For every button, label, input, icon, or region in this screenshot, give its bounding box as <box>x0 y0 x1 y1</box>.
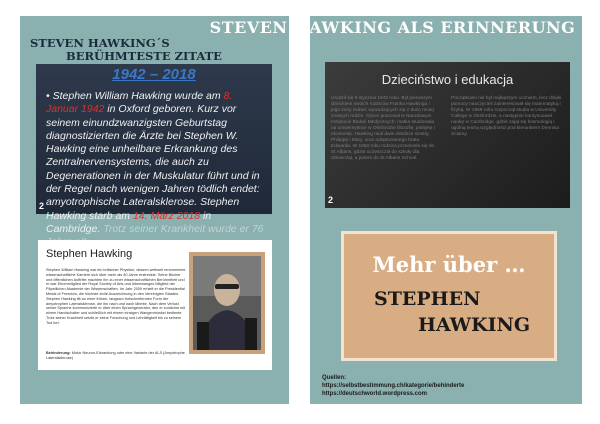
more-about-box <box>341 231 557 361</box>
bio-text-3: in Cambridge. <box>46 209 212 235</box>
bio-text-2: in Oxford geboren. Kurz vor seinem einundzwanzigsten Geburtstag diagnostizierten die Ärzte bei Stephen W. Hawking eine unheilbare Erkrankung des Zentralnervensystems, die auch zu Degenerationen in der Muskulatur führt und in der Regel nach wenigen Jahren tödlich endet: amyotrophische Lateralsklerose. Stephen Hawking starb am <box>46 103 260 222</box>
sources-block <box>322 374 582 398</box>
page-gap <box>289 16 310 404</box>
document-disability-note <box>46 351 186 361</box>
quotes-heading <box>30 37 230 63</box>
disability-text: Motor Neuron-Erkrankung oder eine Variante der ALS (Amyotrophe Lateralsklerose) <box>46 351 185 360</box>
sources-label: Quellen: <box>322 375 347 381</box>
slide-text-left-column: Urodził się 8 stycznia 1942 roku. Był pierwszym dzieckiem swoich rodziców Franka Hawkinga i jego żony Isobel, wywodzących się z dużo mniej znanych rodzin. Ojciec pracował w Narodowym Instytucie Badań Medycznych; matka studiowała na uniwersytecie w Oksfordzie filozofię, politykę i ekonomię. Hawking miał dwie młodsze siostry, Philippę i Mary, oraz adoptowanego brata Edwarda. W 1950 roku rodzina przeniosła się do St Albans, gdzie uczęszczał do szkoły dla dziewcząt, a potem do St Albans School. <box>331 96 435 161</box>
quotes-heading-line1: STEVEN HAWKING´S <box>30 36 170 50</box>
page-banner-title: STEVEN HAWKING ALS ERINNERUNG <box>209 18 576 37</box>
document-body-text: Stephen William Hawking war ein britischer Physiker, dessen weltweit renommierte wissenschaftliche Karriere sich über mehr als 40 Jahre erstreckte. Seine Bücher und öffentlichen Auftritte machten ihn zu einer wissenschaftlichen Berühmtheit und er war Ehrenmitglied der Royal Society of Arts und lebenslanges Mitglied der Päpstlichen Akademie der Wissenschaften. Im Jahr 2009 erhielt er die Presidential Medal of Freedom, die höchste zivile Auszeichnung in den Vereinigten Staaten. Stephen Hawking litt an einer frühen, langsam fortschreitenden Form der amyotrophen Lateralsklerose, die ihn nach und nach lähmte. Nach dem Verlust seiner Sprache kommunizierte er über einen Sprachgenerator, den er zunächst mit einem Handschalter und schließlich mit einem einzigen Wangenmuskel bediente. Trotz seiner Krankheit setzte er seine Forschung und Lehrtätigkeit bis zu seinem Tod fort. <box>46 268 186 325</box>
bio-text-4: Trotz seiner Krankheit wurde er 76 <box>103 222 264 235</box>
bio-text-1: Stephen William Hawking wurde am <box>52 90 224 102</box>
source-link-1[interactable]: https://selbstbestimmung.ch/kategorie/behinderte <box>322 383 465 389</box>
name-line-2: HAWKING <box>418 314 531 336</box>
slide-page-number: 2 <box>328 195 334 205</box>
source-link-2[interactable]: https://deutschworld.wordpress.com <box>322 391 428 397</box>
biography-slide <box>36 64 272 235</box>
hawking-document <box>38 240 272 370</box>
disability-label: Behinderung: <box>46 351 71 355</box>
slide-text-right-column: Początkowo nie był najlepszym uczniem, lecz dzięki pomocy nauczycieli zainteresował się matematyką i fizyką. W 1959 roku rozpoczął studia w University College w Oksfordzie, a następnie kontynuował naukę w Cambridge, gdzie zajął się kosmologią i ogólną teorią względności pod kierunkiem Dennisa Sciamy. <box>451 96 562 137</box>
document-title: Stephen Hawking <box>46 248 133 260</box>
more-about-title: Mehr über … <box>372 252 526 277</box>
hawking-portrait-image <box>193 256 261 350</box>
slide-page-number: 2 <box>39 201 45 211</box>
lifespan-years: 1942 – 2018 <box>112 66 196 83</box>
name-line-1: STEPHEN <box>374 288 481 310</box>
biography-text: • Stephen William Hawking wurde am 8. Januar 1942 in Oxford geboren. Kurz vor seinem einundzwanzigsten Geburtstag diagnostizierten die Ärzte bei Stephen W. Hawking eine unheilbare Erkrankung des Zentralnervensystems, die auch zu Degenerationen in der Muskulatur führt und in der Regel nach wenigen Jahren tödlich endet: amyotrophische Lateralsklerose. Stephen Hawking starb am 14. März 2018 in Cambridge. Trotz seiner Krankheit wurde er 76 <box>46 90 266 250</box>
quotes-heading-line2: BERÜHMTESTE ZITATE <box>66 49 222 63</box>
death-date: 14. März 2018 <box>132 209 201 222</box>
hawking-photo-frame <box>189 252 265 354</box>
slide-title: Dzieciństwo i edukacja <box>381 72 514 87</box>
birth-date: 8. Januar 1942 <box>46 90 233 116</box>
childhood-education-slide <box>325 62 570 208</box>
